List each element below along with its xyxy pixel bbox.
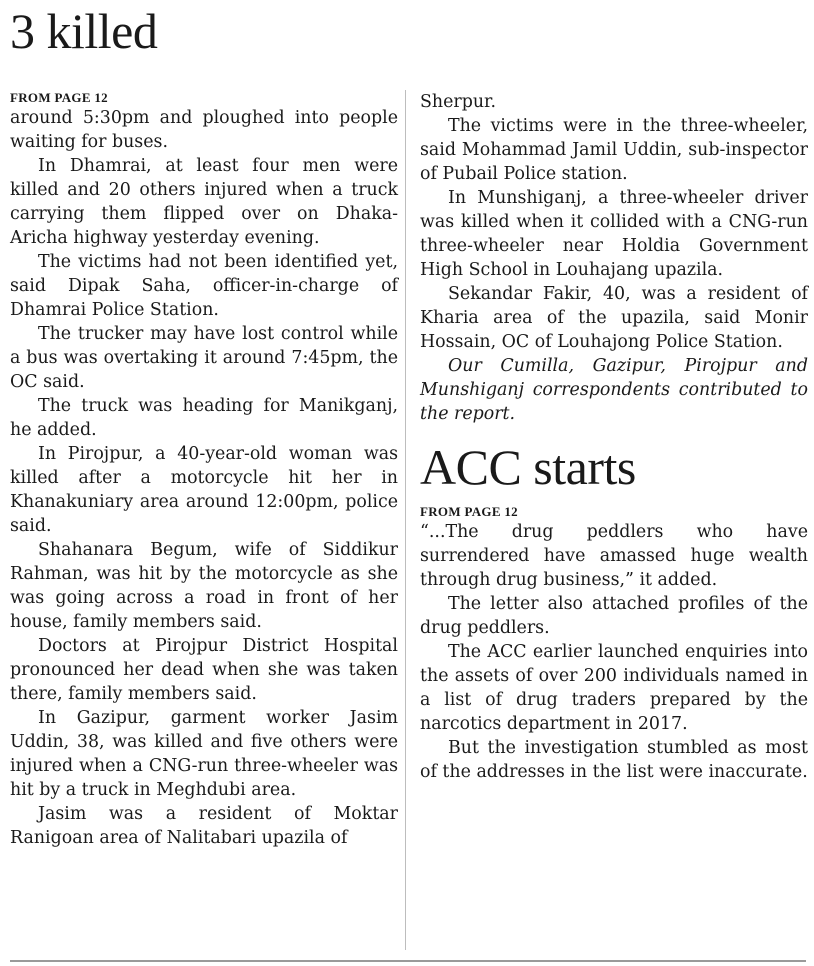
paragraph: Shahanara Begum, wife of Siddikur Rahman, was hit by the motorcycle as she was going across a road in front of her house, family members said. xyxy=(10,540,398,632)
paragraph: The victims had not been identified yet, said Dipak Saha, officer-in-charge of Dhamrai Police Station. xyxy=(10,252,398,320)
paragraph: The ACC earlier launched enquiries into the assets of over 200 individuals named in a list of drug traders prepared by the narcotics department in 2017. xyxy=(420,642,808,734)
paragraph: The victims were in the three-wheeler, said Mohammad Jamil Uddin, sub-inspector of Pubail Police station. xyxy=(420,116,808,184)
bottom-rule xyxy=(10,960,806,962)
paragraph: In Pirojpur, a 40-year-old woman was killed after a motorcycle hit her in Khanakuniary area around 12:00pm, police said. xyxy=(10,444,398,536)
correspondent-credit: Our Cumilla, Gazipur, Pirojpur and Munshiganj correspondents contributed to the report. xyxy=(420,356,808,424)
paragraph: In Munshiganj, a three-wheeler driver was killed when it collided with a CNG-run three-wheeler near Holdia Government High School in Louhajang upazila. xyxy=(420,188,808,280)
paragraph: The letter also attached profiles of the drug peddlers. xyxy=(420,594,808,638)
left-column xyxy=(10,0,398,850)
right-column xyxy=(420,0,808,784)
headline-3-killed: 3 killed xyxy=(10,3,158,59)
paragraph: The trucker may have lost control while a bus was overtaking it around 7:45pm, the OC said. xyxy=(10,324,398,392)
paragraph: Jasim was a resident of Moktar Ranigoan area of Nalitabari upazila of xyxy=(10,804,398,848)
paragraph: The truck was heading for Manikganj, he added. xyxy=(10,396,398,440)
column-divider xyxy=(405,90,406,950)
paragraph: Sherpur. xyxy=(420,92,496,112)
paragraph: Sekandar Fakir, 40, was a resident of Kharia area of the upazila, said Monir Hossain, OC of Louhajong Police Station. xyxy=(420,284,808,352)
kicker-from-page: FROM PAGE 12 xyxy=(420,504,518,519)
paragraph: In Gazipur, garment worker Jasim Uddin, 38, was killed and five others were injured when a CNG-run three-wheeler was hit by a truck in Meghdubi area. xyxy=(10,708,398,800)
headline-acc-starts: ACC starts xyxy=(420,439,636,495)
paragraph: But the investigation stumbled as most of the addresses in the list were inaccurate. xyxy=(420,738,808,782)
paragraph: “...The drug peddlers who have surrendered have amassed huge wealth through drug business,” it added. xyxy=(420,522,808,590)
kicker-from-page: FROM PAGE 12 xyxy=(10,90,108,105)
paragraph: Doctors at Pirojpur District Hospital pronounced her dead when she was taken there, family members said. xyxy=(10,636,398,704)
paragraph: around 5:30pm and ploughed into people waiting for buses. xyxy=(10,108,398,152)
paragraph: In Dhamrai, at least four men were killed and 20 others injured when a truck carrying them flipped over on Dhaka-Aricha highway yesterday evening. xyxy=(10,156,398,248)
